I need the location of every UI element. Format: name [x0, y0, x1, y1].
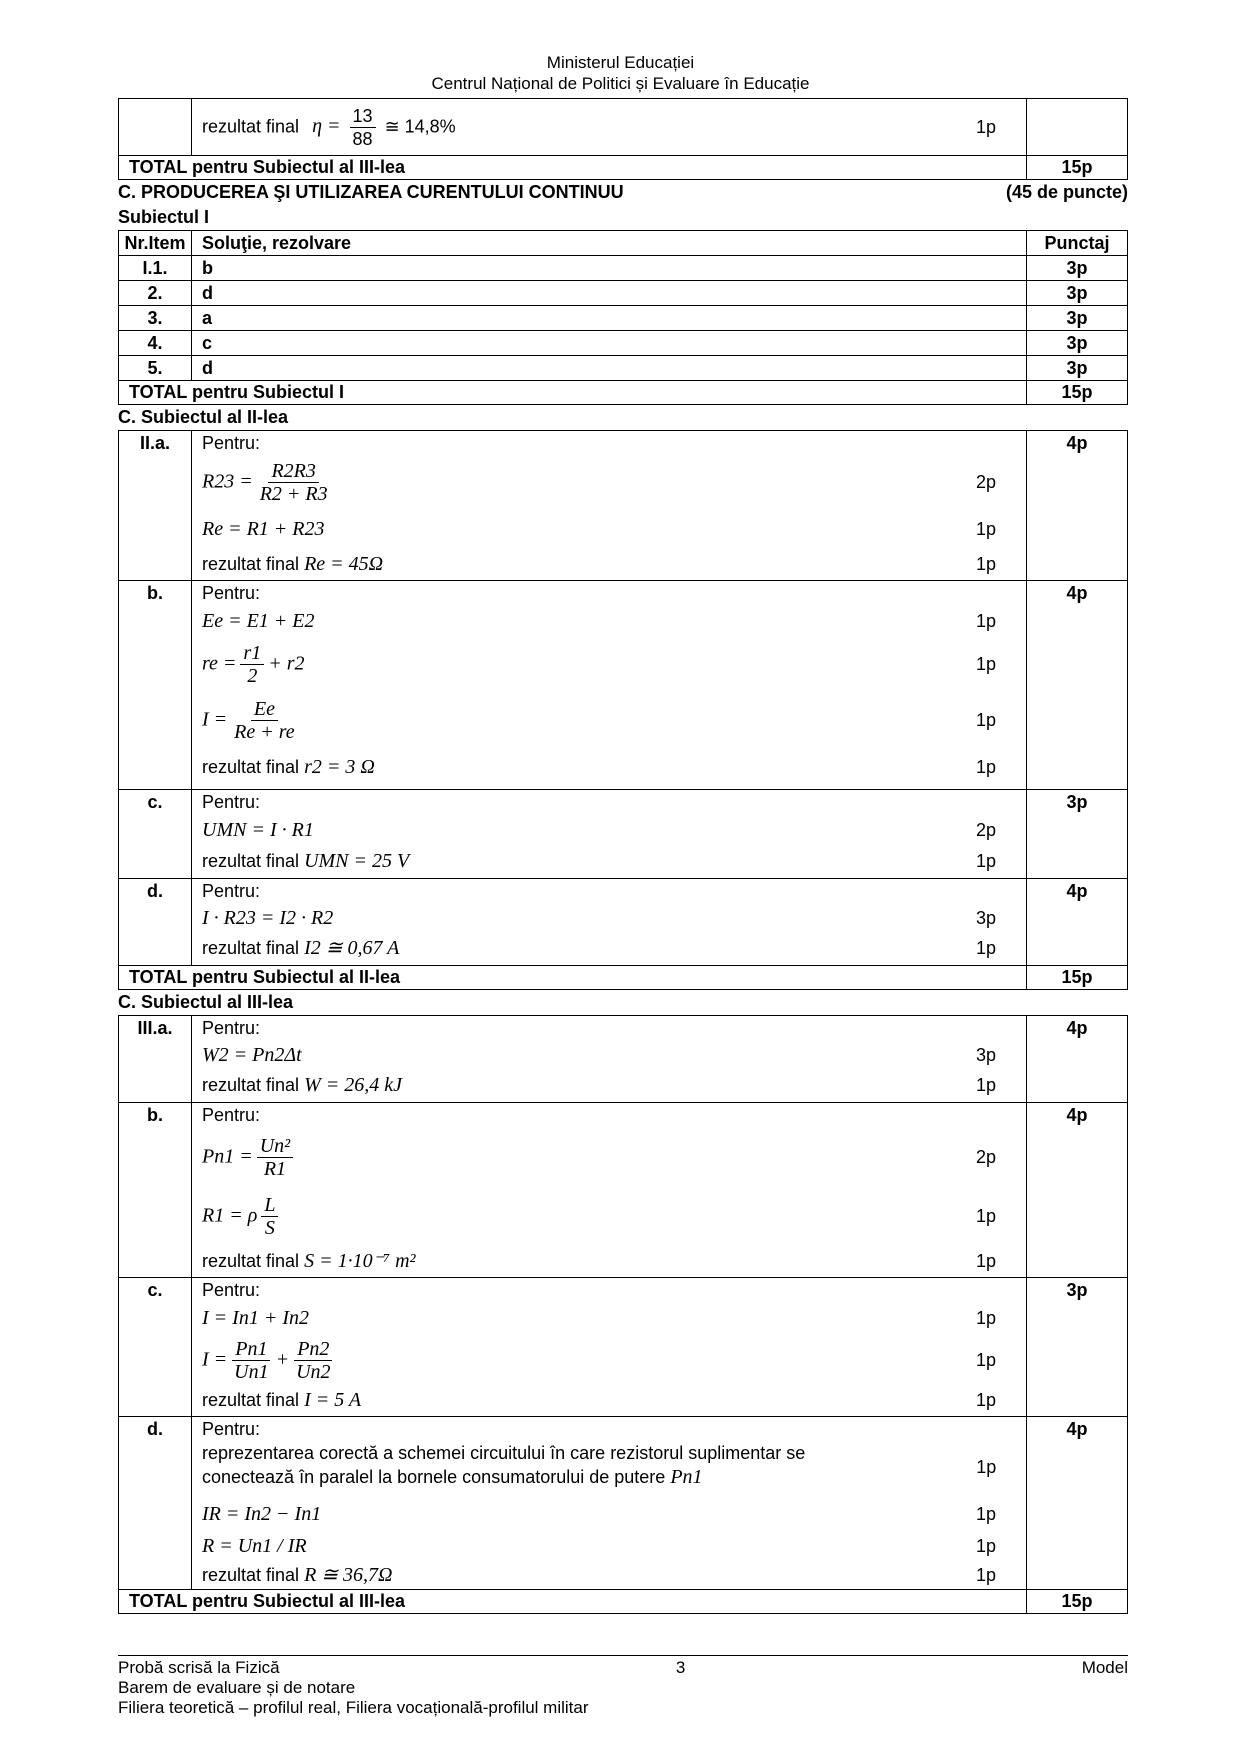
total-points: 15p — [1027, 381, 1128, 405]
col-header-solution: Soluţie, rezolvare — [192, 231, 1027, 256]
table-row: I.1. b 3p — [119, 256, 1128, 281]
item-III-c: c. Pentru: I = In1 + In2 1p I = $\frac{Pn1}{Un1}$ + $\frac{Pn2}{Un2}$ 1p rezultat final I = 5 A 1p 3p — [119, 1278, 1128, 1417]
prev-table: rezultat final η = $\frac{13}{88}$ ≅ 14,8% 1p TOTAL pentru Subiectul al III-lea 15p — [118, 98, 1128, 180]
item-III-d: d. Pentru: reprezentarea corectă a schemei circuitului în care rezistorul suplimentar se conectează în paralel la bornele consumatorului de putere Pn1 1p IR = In2 − In1 1p R = Un1 / IR 1p rezultat final R ≅ 36,7Ω 1p 4p — [119, 1417, 1128, 1590]
subject-I-title: Subiectul I — [118, 207, 210, 227]
item-II-c: c. Pentru: UMN = I · R1 2p rezultat final UMN = 25 V 1p 3p — [119, 790, 1128, 879]
subject-II-table — [118, 430, 1128, 990]
table-row: 2. d 3p — [119, 281, 1128, 306]
table-row: 3. a 3p — [119, 306, 1128, 331]
footer-exam: Probă scrisă la Fizică — [118, 1658, 280, 1677]
total-label: TOTAL pentru Subiectul al III-lea — [119, 156, 1027, 180]
total-label: TOTAL pentru Subiectul I — [119, 381, 1027, 405]
total-label: TOTAL pentru Subiectul al III-lea — [119, 1590, 1027, 1614]
total-points: 15p — [1027, 156, 1128, 180]
item-II-a: II.a. Pentru: R23 = $\frac{R2R3}{R2 + R3}$ 2p Re = R1 + R23 1p rezultat final Re = 45Ω 1p 4p — [119, 431, 1128, 581]
fraction: $\frac{13}{88}$ — [350, 105, 376, 150]
subject-III-table — [118, 1015, 1128, 1614]
subject-III-title: C. Subiectul al III-lea — [118, 992, 294, 1012]
footer-page-number: 3 — [675, 1658, 686, 1677]
document-body — [118, 98, 1128, 1614]
subject-II-title: C. Subiectul al II-lea — [118, 407, 289, 427]
total-points: 15p — [1027, 1590, 1128, 1614]
footer-model: Model — [1081, 1658, 1128, 1677]
page-header — [0, 52, 1241, 94]
footer-barem: Barem de evaluare și de notare — [118, 1678, 356, 1697]
header-ministry: Ministerul Educației — [546, 53, 695, 72]
col-header-points: Punctaj — [1027, 231, 1128, 256]
item-II-b: b. Pentru: Ee = E1 + E2 1p re = $\frac{r1}{2}$ + r2 1p I = $\frac{Ee}{Re + re}$ 1p rezultat final r2 = 3 Ω 1p 4p — [119, 581, 1128, 790]
table-row: 5. d 3p — [119, 356, 1128, 381]
footer-filiera: Filiera teoretică – profilul real, Filiera vocațională-profilul militar — [118, 1698, 589, 1717]
col-header-item: Nr.Item — [119, 231, 192, 256]
section-title: C. PRODUCEREA ŞI UTILIZAREA CURENTULUI CONTINUU (45 de puncte) — [118, 182, 1128, 202]
total-points: 15p — [1027, 966, 1128, 990]
header-center: Centrul Național de Politici și Evaluare în Educație — [431, 74, 810, 93]
item-III-a: III.a. Pentru: W2 = Pn2Δt 3p rezultat final W = 26,4 kJ 1p 4p — [119, 1016, 1128, 1103]
item-III-b: b. Pentru: Pn1 = $\frac{\text{Un²}}{R1}$ 2p R1 = ρ $\frac{L}{S}$ 1p rezultat final S = 1·10⁻⁷ m² 1p 4p — [119, 1103, 1128, 1278]
item-II-d: d. Pentru: I · R23 = I2 · R2 3p rezultat final I2 ≅ 0,67 A 1p 4p — [119, 879, 1128, 966]
total-label: TOTAL pentru Subiectul al II-lea — [119, 966, 1027, 990]
subject-I-table — [118, 230, 1128, 405]
page-footer — [118, 1655, 1128, 1718]
table-row: 4. c 3p — [119, 331, 1128, 356]
